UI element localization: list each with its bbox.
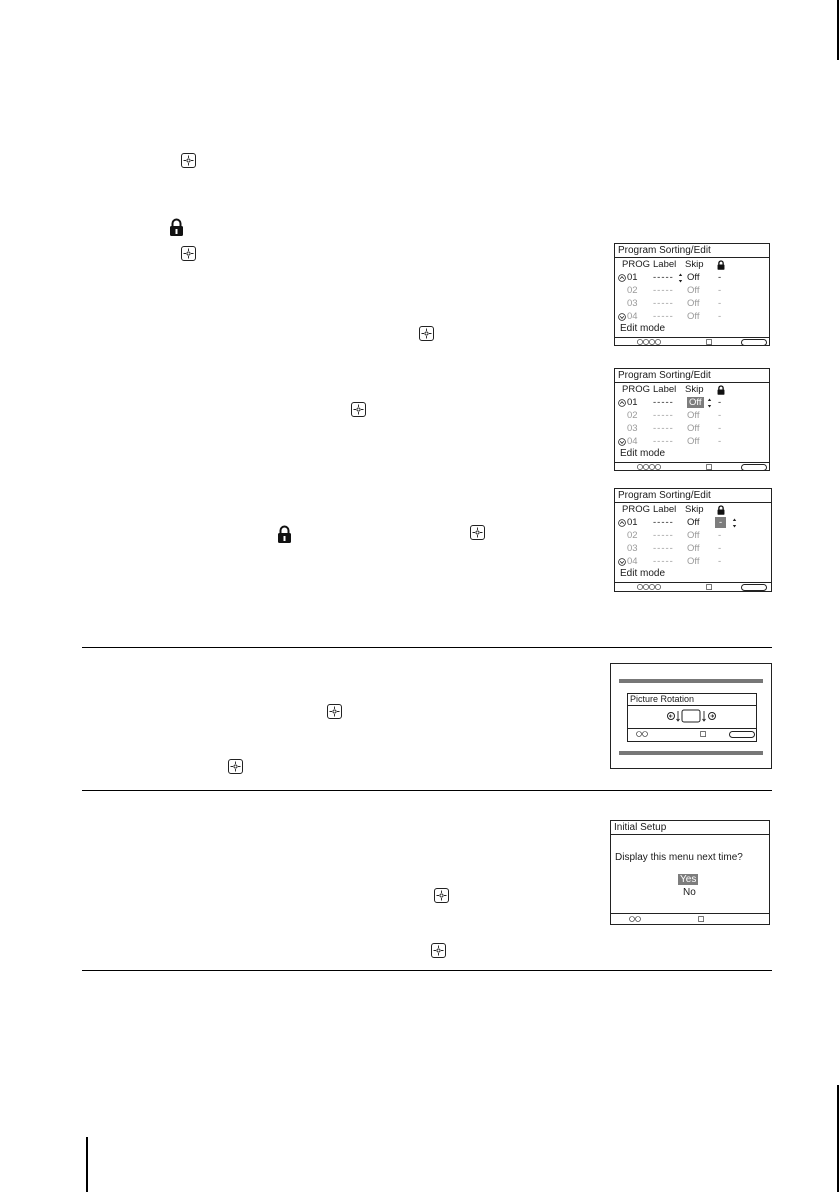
- up-arrow-circle-icon: [618, 399, 626, 407]
- row-label: -----: [653, 556, 674, 567]
- row-prog: 01: [627, 517, 638, 528]
- row-prog: 04: [627, 311, 638, 322]
- row-prog: 02: [627, 410, 638, 421]
- menu-exit-pill-icon: [741, 339, 767, 346]
- left-right-nav-icon: [636, 731, 648, 737]
- footer-line: [615, 337, 769, 338]
- menu-exit-pill-icon: [741, 584, 767, 591]
- enter-icon: [706, 339, 712, 345]
- col-skip-header: Skip: [685, 504, 704, 515]
- enter-icon: [706, 464, 712, 470]
- setup-option-no[interactable]: No: [683, 887, 696, 898]
- up-down-arrows-icon: [678, 273, 683, 283]
- row-skip: Off: [687, 436, 700, 447]
- edit-mode-label: Edit mode: [620, 568, 666, 579]
- row-prog: 01: [627, 272, 638, 283]
- padlock-icon: [717, 260, 725, 270]
- enter-icon: [700, 731, 706, 737]
- row-skip: Off: [687, 311, 700, 322]
- row-label: -----: [653, 272, 674, 283]
- enter-button-icon: [434, 888, 449, 903]
- footer-line: [615, 462, 769, 463]
- row-lock[interactable]: -: [718, 272, 722, 283]
- up-arrow-circle-icon: [618, 274, 626, 282]
- four-way-nav-icon: [637, 464, 661, 470]
- row-prog: 03: [627, 423, 638, 434]
- program-sorting-panel-label: [614, 243, 770, 346]
- row-lock[interactable]: -: [715, 517, 726, 528]
- screen-bar-bottom: [619, 751, 763, 755]
- row-prog: 04: [627, 556, 638, 567]
- up-down-nav-icon: [629, 916, 641, 922]
- four-way-nav-icon: [637, 584, 661, 590]
- title-underline: [628, 705, 756, 706]
- col-skip-header: Skip: [685, 259, 704, 270]
- picture-rotation-title: Picture Rotation: [630, 694, 695, 704]
- title-underline: [615, 257, 769, 258]
- row-skip: Off: [687, 298, 700, 309]
- row-lock: -: [718, 436, 722, 447]
- row-lock: -: [718, 298, 722, 309]
- col-label-header: Label: [653, 384, 677, 395]
- enter-button-icon: [351, 402, 366, 417]
- rotation-control-icon: [666, 708, 718, 724]
- down-arrow-circle-icon: [618, 438, 626, 446]
- setup-question: Display this menu next time?: [615, 852, 743, 863]
- padlock-icon: [277, 525, 292, 543]
- enter-icon: [698, 916, 704, 922]
- col-label-header: Label: [653, 259, 677, 270]
- row-label: -----: [653, 285, 674, 296]
- initial-setup-title: Initial Setup: [614, 822, 667, 833]
- row-skip[interactable]: Off: [687, 517, 700, 528]
- left-margin-marker: [86, 1137, 88, 1192]
- row-lock[interactable]: -: [718, 397, 722, 408]
- row-label: -----: [653, 298, 674, 309]
- row-label: -----: [653, 423, 674, 434]
- row-lock: -: [718, 423, 722, 434]
- down-arrow-circle-icon: [618, 558, 626, 566]
- title-underline: [615, 502, 771, 503]
- edit-mode-label: Edit mode: [620, 323, 666, 334]
- dialog-footer-line: [628, 728, 756, 729]
- row-label: -----: [653, 436, 674, 447]
- panel-title: Program Sorting/Edit: [618, 370, 711, 381]
- title-underline: [611, 834, 769, 835]
- row-lock: -: [718, 285, 722, 296]
- up-down-arrows-icon: [707, 398, 712, 408]
- enter-button-icon: [181, 153, 196, 168]
- enter-button-icon: [181, 246, 196, 261]
- section-divider: [82, 790, 772, 791]
- row-prog: 01: [627, 397, 638, 408]
- row-prog: 04: [627, 436, 638, 447]
- row-skip: Off: [687, 556, 700, 567]
- row-label: -----: [653, 530, 674, 541]
- row-skip: Off: [687, 543, 700, 554]
- program-sorting-panel-lock: [614, 488, 772, 592]
- edit-mode-label: Edit mode: [620, 448, 666, 459]
- section-divider: [82, 970, 772, 971]
- enter-button-icon: [431, 943, 446, 958]
- down-arrow-circle-icon: [618, 313, 626, 321]
- row-label: -----: [653, 311, 674, 322]
- row-lock: -: [718, 556, 722, 567]
- enter-button-icon: [470, 525, 485, 540]
- col-prog-header: PROG: [622, 504, 650, 515]
- row-label: -----: [653, 517, 674, 528]
- four-way-nav-icon: [637, 339, 661, 345]
- row-skip: Off: [687, 530, 700, 541]
- padlock-icon: [717, 505, 725, 515]
- row-lock: -: [718, 311, 722, 322]
- title-underline: [615, 382, 769, 383]
- picture-rotation-dialog: [627, 693, 757, 742]
- row-lock: -: [718, 530, 722, 541]
- footer-line: [615, 582, 771, 583]
- enter-button-icon: [228, 759, 243, 774]
- picture-rotation-screen: [610, 663, 772, 769]
- row-lock: -: [718, 543, 722, 554]
- panel-title: Program Sorting/Edit: [618, 490, 711, 501]
- row-skip[interactable]: Off: [689, 397, 702, 408]
- row-prog: 02: [627, 285, 638, 296]
- col-prog-header: PROG: [622, 259, 650, 270]
- screen-bar-top: [619, 679, 763, 683]
- initial-setup-panel: [610, 820, 770, 925]
- row-label: -----: [653, 397, 674, 408]
- col-prog-header: PROG: [622, 384, 650, 395]
- col-label-header: Label: [653, 504, 677, 515]
- row-skip: Off: [687, 285, 700, 296]
- row-skip: Off: [687, 410, 700, 421]
- up-down-arrows-icon: [732, 518, 737, 528]
- panel-title: Program Sorting/Edit: [618, 245, 711, 256]
- row-skip[interactable]: Off: [687, 272, 700, 283]
- menu-exit-pill-icon: [729, 731, 755, 738]
- section-divider: [82, 647, 772, 648]
- padlock-icon: [717, 385, 725, 395]
- up-arrow-circle-icon: [618, 519, 626, 527]
- col-skip-header: Skip: [685, 384, 704, 395]
- footer-line: [611, 913, 769, 914]
- enter-button-icon: [327, 704, 342, 719]
- row-prog: 03: [627, 543, 638, 554]
- menu-exit-pill-icon: [741, 464, 767, 471]
- padlock-icon: [169, 218, 184, 236]
- enter-icon: [706, 584, 712, 590]
- program-sorting-panel-skip: [614, 368, 770, 471]
- row-prog: 03: [627, 298, 638, 309]
- setup-option-yes[interactable]: Yes: [680, 874, 697, 885]
- row-label: -----: [653, 543, 674, 554]
- row-prog: 02: [627, 530, 638, 541]
- enter-button-icon: [419, 326, 434, 341]
- row-lock: -: [718, 410, 722, 421]
- row-label: -----: [653, 410, 674, 421]
- row-skip: Off: [687, 423, 700, 434]
